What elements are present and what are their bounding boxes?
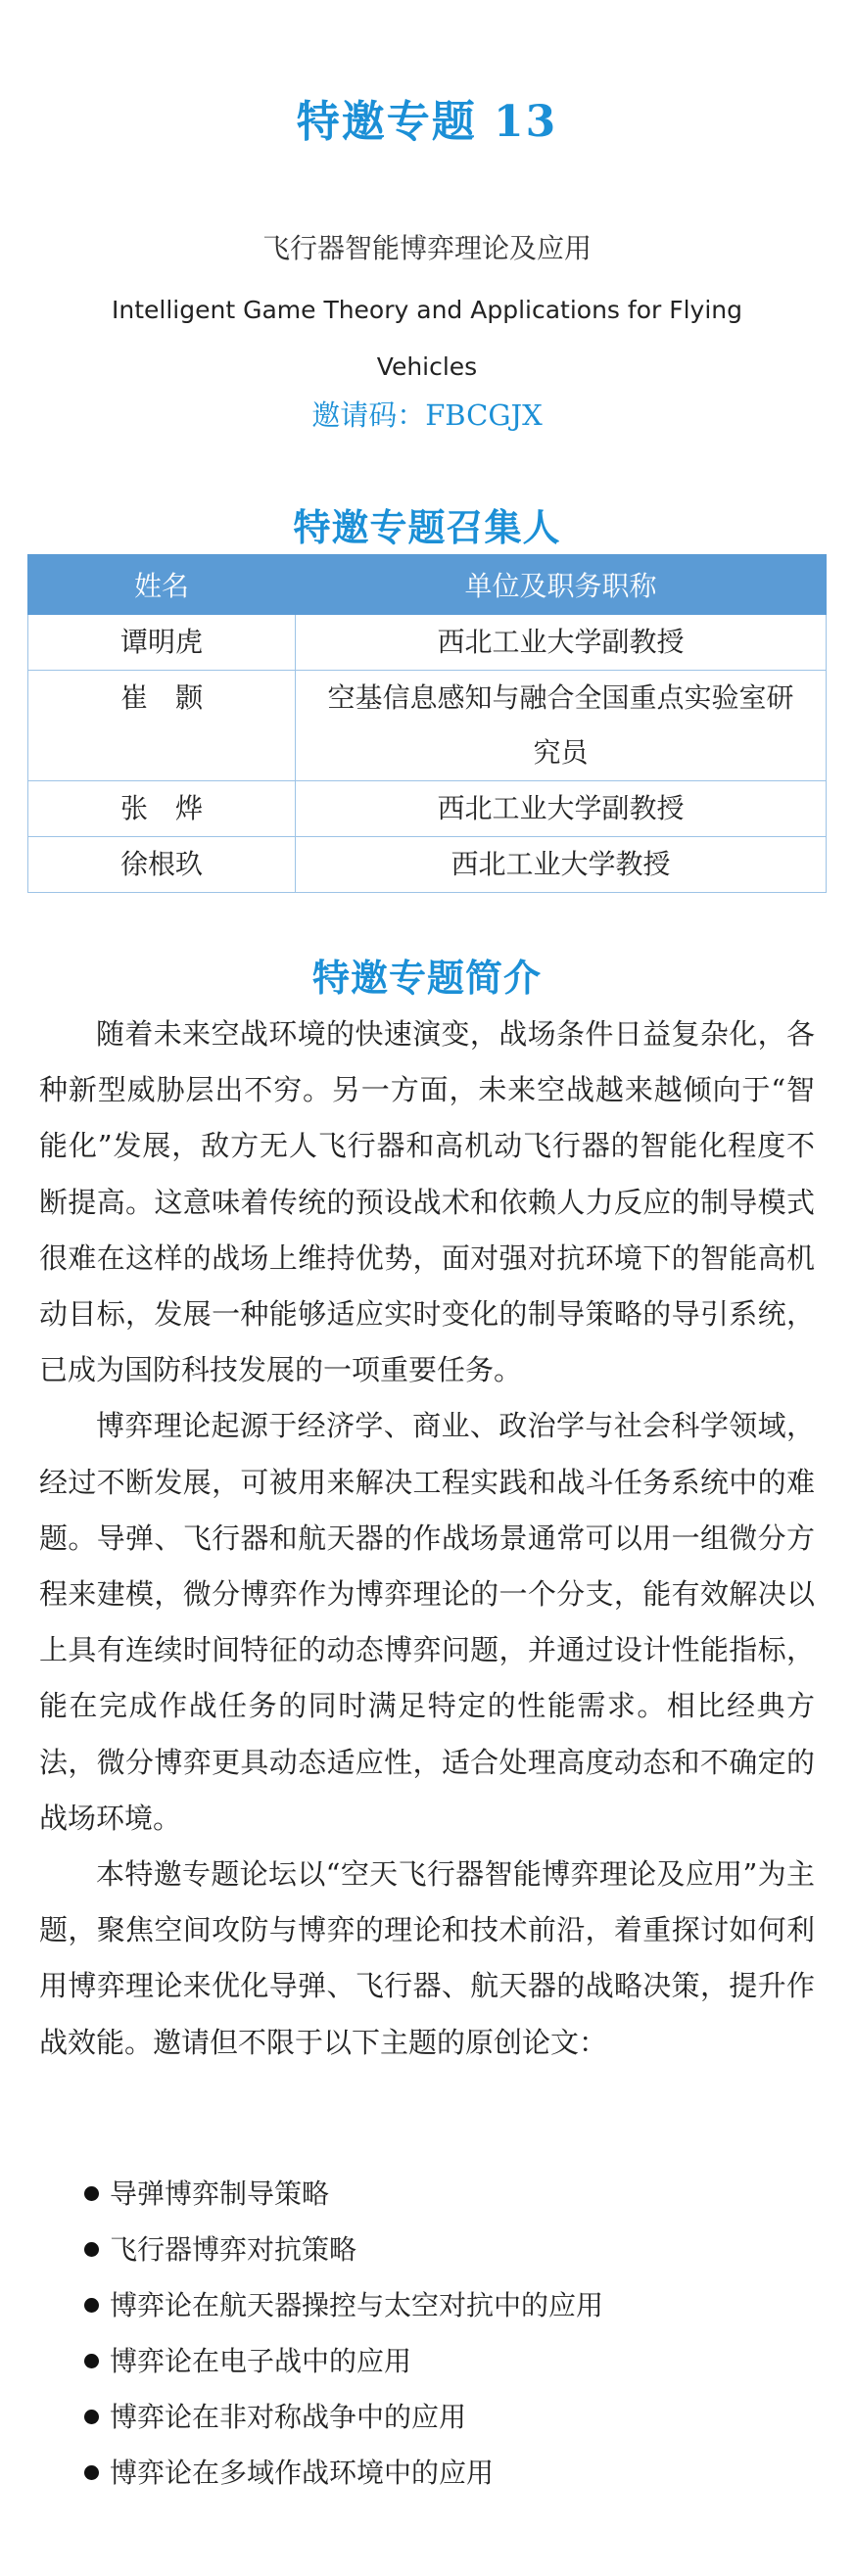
list-item xyxy=(39,2277,815,2333)
organizer-unit: 西北工业大学副教授 xyxy=(295,615,826,671)
intro-body xyxy=(39,1007,815,2071)
organizer-unit: 西北工业大学副教授 xyxy=(295,781,826,837)
invite-code: 邀请码：FBCGJX xyxy=(311,398,543,432)
table-row xyxy=(28,781,827,837)
intro-paragraph: 随着未来空战环境的快速演变，战场条件日益复杂化，各种新型威胁层出不穷。另一方面，未来空战越来越倾向于“智能化”发展，敌方无人飞行器和高机动飞行器的智能化程度不断提高。这意味着传统的预设战术和依赖人力反应的制导模式很难在这样的战场上维持优势，面对强对抗环境下的智能高机动目标，发展一种能够适应实时变化的制导策略的导引系统，已成为国防科技发展的一项重要任务。 xyxy=(39,1017,815,1387)
organizer-name: 张 烨 xyxy=(28,781,296,837)
topic-text: 飞行器博弈对抗策略 xyxy=(110,2233,357,2266)
organizer-unit: 西北工业大学教授 xyxy=(295,837,826,893)
organizer-name: 徐根玖 xyxy=(28,837,296,893)
organizers-heading: 特邀专题召集人 xyxy=(293,505,561,549)
topic-text: 博弈论在多域作战环境中的应用 xyxy=(110,2457,495,2489)
topic-text: 博弈论在非对称战争中的应用 xyxy=(110,2401,467,2433)
column-header-name: 姓名 xyxy=(28,555,296,615)
table-row xyxy=(28,615,827,671)
topic-title-en: Intelligent Game Theory and Applications for Flying Vehicles xyxy=(111,296,742,381)
topic-text: 导弹博弈制导策略 xyxy=(110,2178,330,2210)
topic-text: 博弈论在电子战中的应用 xyxy=(110,2345,412,2377)
table-header-row xyxy=(28,555,827,615)
list-item xyxy=(39,2333,815,2389)
topic-text: 博弈论在航天器操控与太空对抗中的应用 xyxy=(110,2289,604,2321)
organizer-name: 崔 颢 xyxy=(28,671,296,781)
page-title: 特邀专题 13 xyxy=(296,97,558,147)
bullet-icon xyxy=(84,2186,99,2201)
column-header-unit: 单位及职务职称 xyxy=(295,555,826,615)
list-item xyxy=(39,2445,815,2501)
bullet-icon xyxy=(84,2242,99,2257)
organizers-table xyxy=(27,554,827,893)
bullet-icon xyxy=(84,2465,99,2480)
intro-heading: 特邀专题简介 xyxy=(311,956,542,1000)
table-row xyxy=(28,837,827,893)
bullet-icon xyxy=(84,2298,99,2313)
intro-paragraph: 博弈理论起源于经济学、商业、政治学与社会科学领域，经过不断发展，可被用来解决工程实践和战斗任务系统中的难题。导弹、飞行器和航天器的作战场景通常可以用一组微分方程来建模，微分博弈作为博弈理论的一个分支，能有效解决以上具有连续时间特征的动态博弈问题，并通过设计性能指标，能在完成作战任务的同时满足特定的性能需求。相比经典方法，微分博弈更具动态适应性，适合处理高度动态和不确定的战场环境。 xyxy=(39,1409,815,1835)
bullet-icon xyxy=(84,2410,99,2424)
list-item xyxy=(39,2389,815,2445)
bullet-icon xyxy=(84,2354,99,2368)
organizer-unit: 空基信息感知与融合全国重点实验室研究员 xyxy=(295,671,826,781)
organizer-name: 谭明虎 xyxy=(28,615,296,671)
list-item xyxy=(39,2222,815,2277)
table-row xyxy=(28,671,827,781)
list-item xyxy=(39,2166,815,2222)
topic-title-cn: 飞行器智能博弈理论及应用 xyxy=(261,232,592,264)
intro-paragraph: 本特邀专题论坛以“空天飞行器智能博弈理论及应用”为主题，聚焦空间攻防与博弈的理论和技术前沿，着重探讨如何利用博弈理论来优化导弹、飞行器、航天器的战略决策，提升作战效能。邀请但不限于以下主题的原创论文： xyxy=(39,1857,815,2059)
topics-list xyxy=(39,2166,815,2501)
